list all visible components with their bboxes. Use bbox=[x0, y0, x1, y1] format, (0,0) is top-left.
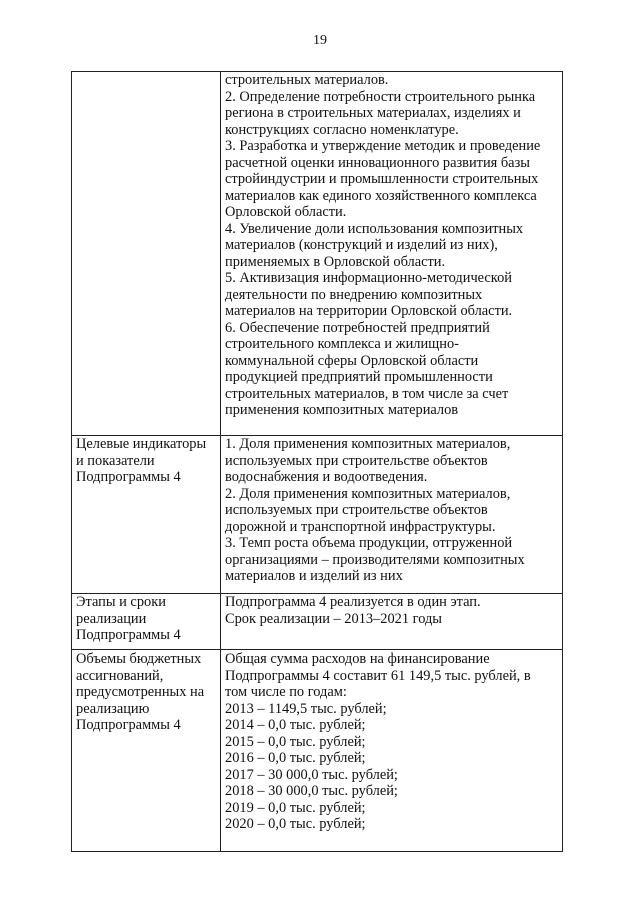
row-label: Целевые индикаторы и показатели Подпрограммы 4 bbox=[72, 436, 221, 594]
text-line: применяемых в Орловской области. bbox=[225, 253, 446, 270]
text-line: конструкциях согласно номенклатуре. bbox=[225, 121, 459, 138]
row-content bbox=[221, 72, 563, 436]
text-line: 2. Доля применения композитных материалов, bbox=[225, 485, 511, 502]
text-line: расчетной оценки инновационного развития базы bbox=[225, 154, 530, 171]
text-line: строительного комплекса и жилищно- bbox=[225, 336, 459, 352]
text-line: материалов и изделий из них bbox=[225, 568, 403, 584]
text-line: региона в строительных материалах, изделиях и bbox=[225, 105, 521, 121]
passport-table bbox=[71, 71, 563, 852]
row-label bbox=[72, 72, 221, 436]
text-line: Орловской области. bbox=[225, 204, 347, 220]
text-line: Общая сумма расходов на финансирование bbox=[225, 651, 490, 667]
text-line: 2014 – 0,0 тыс. рублей; bbox=[225, 717, 366, 733]
text-line: материалов как единого хозяйственного комплекса bbox=[225, 187, 537, 204]
text-line: 2020 – 0,0 тыс. рублей; bbox=[225, 816, 366, 832]
text-line: материалов на территории Орловской области. bbox=[225, 303, 513, 319]
text-line: 2015 – 0,0 тыс. рублей; bbox=[225, 733, 366, 750]
row-content bbox=[221, 436, 563, 594]
text-line: дорожной и транспортной инфраструктуры. bbox=[225, 518, 496, 535]
page-number: 19 bbox=[313, 33, 327, 48]
text-line: 4. Увеличение доли использования композитных bbox=[225, 220, 524, 237]
text-line: 3. Темп роста объема продукции, отгруженной bbox=[225, 535, 513, 551]
text-line: организациями – производителями композитных bbox=[225, 551, 525, 568]
text-line: Подпрограмма 4 реализуется в один этап. bbox=[225, 594, 481, 610]
table-row bbox=[72, 650, 563, 852]
text-line: 2016 – 0,0 тыс. рублей; bbox=[225, 750, 366, 766]
text-line: коммунальной сферы Орловской области bbox=[225, 352, 479, 369]
row-label: Этапы и сроки реализации Подпрограммы 4 bbox=[72, 594, 221, 650]
text-line: 1. Доля применения композитных материалов, bbox=[225, 436, 511, 452]
row-content bbox=[221, 594, 563, 650]
text-line: используемых при строительстве объектов bbox=[225, 452, 488, 469]
text-line: Подпрограммы 4 составит 61 149,5 тыс. рублей, в bbox=[225, 667, 531, 684]
text-line: 6. Обеспечение потребностей предприятий bbox=[225, 319, 490, 336]
row-content bbox=[221, 650, 563, 852]
row-label: Объемы бюджетных ассигнований, предусмотренных на реализацию Подпрограммы 4 bbox=[72, 650, 221, 852]
text-line: 3. Разработка и утверждение методик и проведение bbox=[225, 138, 541, 154]
text-line: 2017 – 30 000,0 тыс. рублей; bbox=[225, 766, 398, 783]
text-line: стройиндустрии и промышленности строительных bbox=[225, 171, 539, 187]
text-line: 2. Определение потребности строительного рынка bbox=[225, 88, 536, 105]
table-row bbox=[72, 436, 563, 594]
text-line: том числе по годам: bbox=[225, 684, 347, 700]
text-line: 5. Активизация информационно-методической bbox=[225, 270, 512, 286]
text-line: водоснабжения и водоотведения. bbox=[225, 469, 428, 485]
text-line: строительных материалов, в том числе за счет bbox=[225, 385, 509, 402]
text-line: строительных материалов. bbox=[225, 72, 389, 88]
table-row bbox=[72, 72, 563, 436]
table-row bbox=[72, 594, 563, 650]
text-line: используемых при строительстве объектов bbox=[225, 502, 488, 518]
text-line: Срок реализации – 2013–2021 годы bbox=[225, 610, 442, 627]
text-line: деятельности по внедрению композитных bbox=[225, 286, 483, 303]
text-line: материалов (конструкций и изделий из них), bbox=[225, 237, 498, 253]
text-line: продукцией предприятий промышленности bbox=[225, 369, 493, 385]
text-line: применения композитных материалов bbox=[225, 402, 459, 418]
text-line: 2019 – 0,0 тыс. рублей; bbox=[225, 799, 366, 816]
text-line: 2013 – 1149,5 тыс. рублей; bbox=[225, 700, 387, 717]
text-line: 2018 – 30 000,0 тыс. рублей; bbox=[225, 783, 398, 799]
